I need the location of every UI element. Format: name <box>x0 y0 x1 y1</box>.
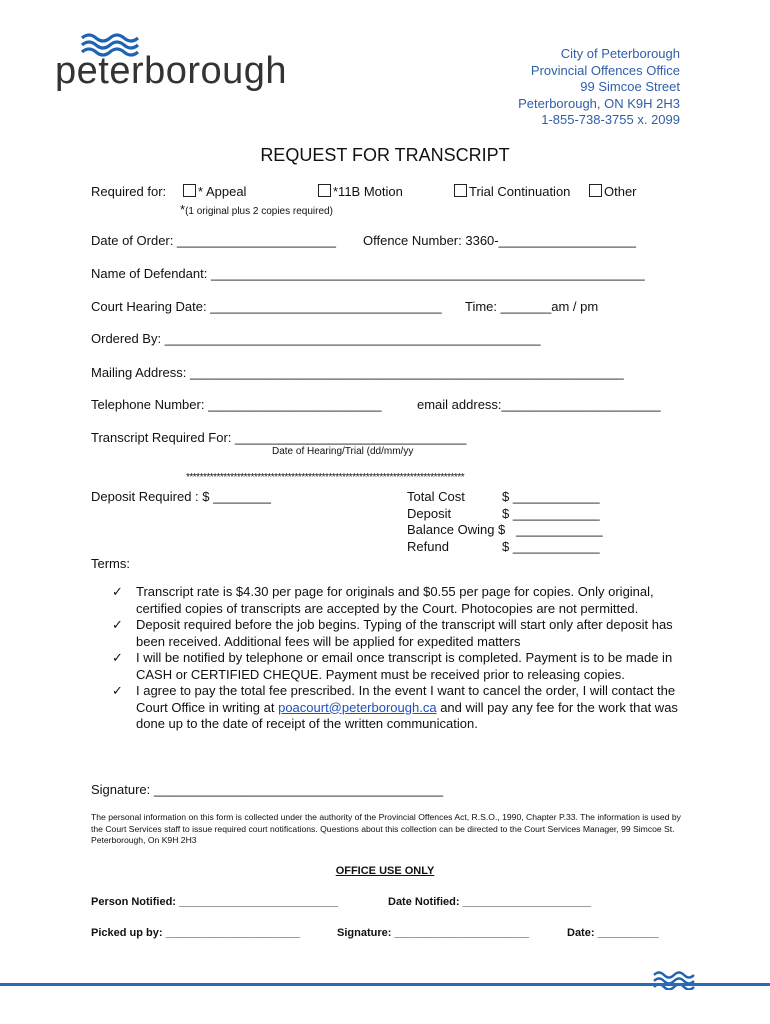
note-star: * <box>180 202 186 217</box>
footer-waves-icon <box>652 970 698 990</box>
time-field[interactable]: Time: _______am / pm <box>465 299 599 314</box>
deposit-required-field[interactable]: Deposit Required : $ ________ <box>91 489 271 504</box>
cost-value[interactable]: $ ____________ <box>502 538 600 554</box>
hearing-date-field[interactable]: Court Hearing Date: ________________________________ <box>91 299 442 314</box>
footer-rule <box>0 983 770 986</box>
term-text: I agree to pay the total fee prescribed. In the event I want to cancel the order, I will contact the Court Office in writing at <box>136 683 676 715</box>
cost-value[interactable]: $ ____________ <box>502 489 600 504</box>
option-label: *11B Motion <box>333 184 403 199</box>
note-text: (1 original plus 2 copies required) <box>185 206 333 217</box>
date-notified-field[interactable]: Date Notified: _____________________ <box>388 896 592 908</box>
cost-value[interactable]: ____________ <box>516 522 603 537</box>
mailing-address-field[interactable]: Mailing Address: ____________________________________________________________ <box>91 365 624 380</box>
logo-wordmark: peterborough <box>55 50 288 92</box>
required-for-label: Required for: <box>91 184 167 199</box>
term-item <box>112 650 682 683</box>
other-checkbox[interactable] <box>589 184 602 197</box>
cost-value[interactable]: $ ____________ <box>502 505 600 521</box>
picked-up-by-field[interactable]: Picked up by: ______________________ <box>91 927 301 939</box>
cost-labels <box>407 489 505 555</box>
cost-label: Refund <box>407 538 449 554</box>
address-line: Peterborough, ON K9H 2H3 <box>518 95 680 111</box>
term-item <box>112 617 682 650</box>
option-11b-motion[interactable] <box>318 184 403 199</box>
address-line: Provincial Offences Office <box>530 62 680 78</box>
email-field[interactable]: email address:______________________ <box>417 397 661 412</box>
cost-label: Deposit <box>407 505 452 521</box>
option-trial-continuation[interactable] <box>454 184 570 199</box>
date-of-order-field[interactable]: Date of Order: ______________________ <box>91 233 337 248</box>
transcript-date-hint: Date of Hearing/Trial (dd/mm/yy <box>272 446 414 457</box>
term-item <box>112 683 682 733</box>
11b-motion-checkbox[interactable] <box>318 184 331 197</box>
option-label: Trial Continuation <box>469 184 571 199</box>
cost-label: Total Cost <box>407 489 465 504</box>
court-email-link[interactable]: poacourt@peterborough.ca <box>278 699 437 715</box>
cost-values[interactable] <box>502 489 603 555</box>
transcript-required-field[interactable]: Transcript Required For: ________________________________ <box>91 430 467 445</box>
defendant-name-field[interactable]: Name of Defendant: ____________________________________________________________ <box>91 266 645 281</box>
term-text: Deposit required before the job begins. Typing of the transcript will start only after deposit has been received. Additional fees will be applied for expedited matters <box>136 617 673 649</box>
person-notified-field[interactable]: Person Notified: __________________________ <box>91 896 339 908</box>
check-icon: ✓ <box>112 584 123 599</box>
ordered-by-field[interactable]: Ordered By: ____________________________________________________ <box>91 331 541 346</box>
address-line: 1-855-738-3755 x. 2099 <box>541 112 680 127</box>
telephone-field[interactable]: Telephone Number: ________________________ <box>91 397 382 412</box>
terms-list <box>112 584 682 733</box>
term-text: and will pay any fee for the work that was done up to the date of receipt of the written communication. <box>136 699 678 731</box>
check-icon: ✓ <box>112 617 123 632</box>
signature-field[interactable]: Signature: ________________________________________ <box>91 782 444 797</box>
office-address <box>518 46 680 129</box>
privacy-notice: The personal information on this form is collected under the authority of the Provincial Offences Act, R.S.O., 1990, Chapter P.33. The information is used by the Court Services staff to issue required court notifications. Questions about this collection can be directed to the Court Services Manager, 99 Simcoe St. Peterborough, On K9H 2H3 <box>91 812 681 845</box>
offence-number-field[interactable]: Offence Number: 3360-___________________ <box>363 233 636 248</box>
office-use-heading: OFFICE USE ONLY <box>335 865 435 877</box>
option-appeal[interactable] <box>183 184 246 199</box>
appeal-checkbox[interactable] <box>183 184 196 197</box>
check-icon: ✓ <box>112 683 123 698</box>
address-line: City of Peterborough <box>560 46 680 61</box>
cost-label: Balance Owing $ <box>407 522 506 537</box>
office-date-field[interactable]: Date: __________ <box>567 927 659 939</box>
office-signature-field[interactable]: Signature: ______________________ <box>337 927 530 939</box>
terms-heading: Terms: <box>91 556 130 571</box>
address-line: 99 Simcoe Street <box>580 79 680 94</box>
term-item <box>112 584 682 617</box>
form-title: REQUEST FOR TRANSCRIPT <box>260 145 510 165</box>
option-label: * Appeal <box>198 184 247 199</box>
copies-note <box>180 202 333 217</box>
option-label: Other <box>604 184 637 199</box>
option-other[interactable] <box>589 184 637 199</box>
separator-stars: ********************************************************************************** <box>186 472 465 483</box>
check-icon: ✓ <box>112 650 123 665</box>
term-text: Transcript rate is $4.30 per page for originals and $0.55 per page for copies. Only original, certified copies of transcripts are accepted by the Court. Photocopies are not permitted. <box>136 584 654 616</box>
trial-continuation-checkbox[interactable] <box>454 184 467 197</box>
term-text: I will be notified by telephone or email once transcript is completed. Payment is to be made in CASH or CERTIFIED CHEQUE. Payment must be received prior to releasing copies. <box>136 650 673 682</box>
